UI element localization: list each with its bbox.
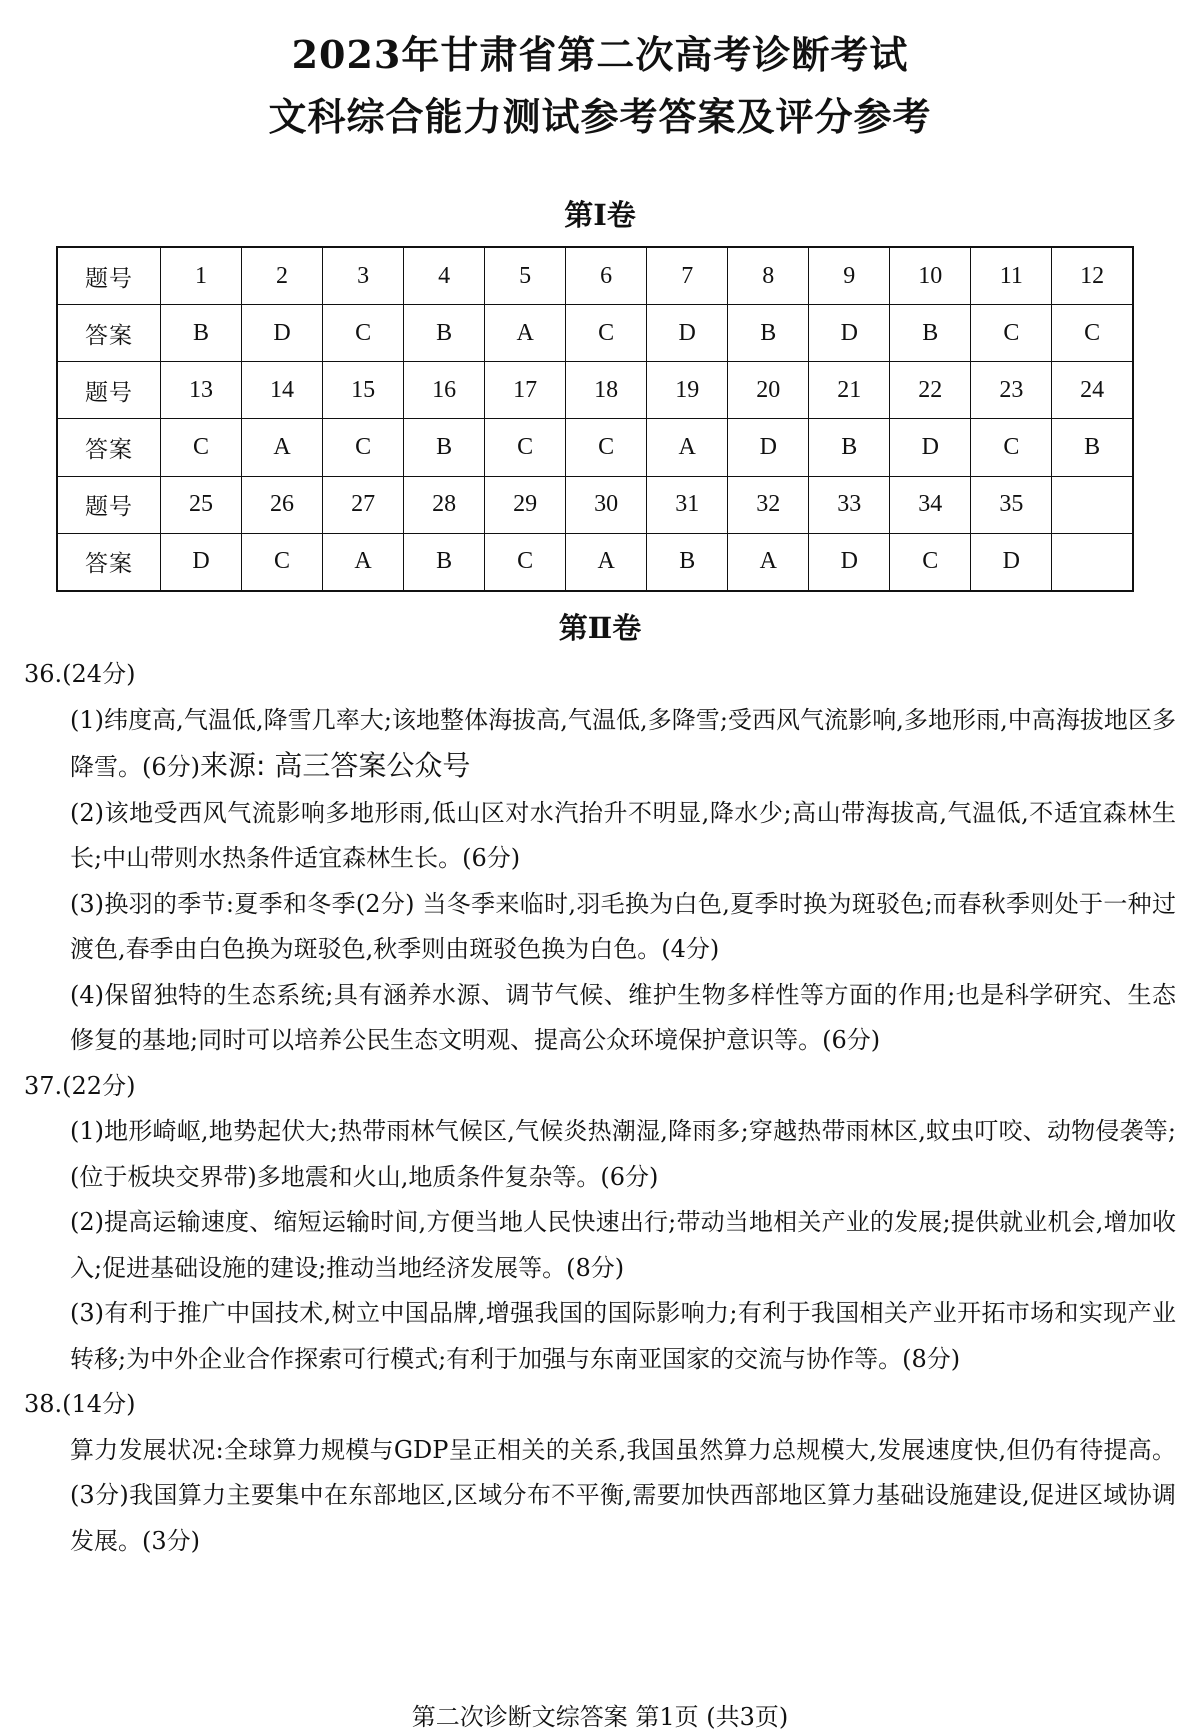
question-number-cell: 9 — [809, 247, 890, 305]
answer-cell — [1052, 533, 1133, 591]
question-number-cell: 1 — [161, 247, 242, 305]
source-note: 来源: 高三答案公众号 — [200, 749, 471, 782]
row-header-cell: 答案 — [57, 419, 161, 476]
question-number-cell: 14 — [242, 362, 323, 419]
question-number-cell — [1052, 476, 1133, 533]
answer-table — [56, 246, 1134, 592]
answer-cell: B — [647, 533, 728, 591]
question-number-cell: 27 — [323, 476, 404, 533]
row-header-cell: 答案 — [57, 305, 161, 362]
answer-cell: C — [566, 419, 647, 476]
q36-answer-3: (3)换羽的季节:夏季和冬季(2分) 当冬季来临时,羽毛换为白色,夏季时换为斑驳色;而春秋季则处于一种过渡色,春季由白色换为斑驳色,秋季则由斑驳色换为白色。(4分) — [70, 889, 1176, 963]
question-number-cell: 25 — [161, 476, 242, 533]
question-number-cell: 15 — [323, 362, 404, 419]
answer-cell: D — [728, 419, 809, 476]
question-number-row — [57, 476, 1133, 533]
q37-answer-2: (2)提高运输速度、缩短运输时间,方便当地人民快速出行;带动当地相关产业的发展;提供就业机会,增加收入;促进基础设施的建设;推动当地经济发展等。(8分) — [70, 1208, 1176, 1282]
answer-cell: A — [242, 419, 323, 476]
q36-answer-2: (2)该地受西风气流影响多地形雨,低山区对水汽抬升不明显,降水少;高山带海拔高,气温低,不适宜森林生长;中山带则水热条件适宜森林生长。(6分) — [70, 798, 1176, 872]
question-number-row — [57, 362, 1133, 419]
question-number-cell: 20 — [728, 362, 809, 419]
question-number-cell: 31 — [647, 476, 728, 533]
question-number-cell: 35 — [971, 476, 1052, 533]
question-number-cell: 23 — [971, 362, 1052, 419]
part1-title: 第Ⅰ卷 — [564, 198, 636, 232]
answer-cell: C — [323, 305, 404, 362]
answer-row — [57, 419, 1133, 476]
answer-cell: B — [404, 533, 485, 591]
answer-cell: C — [485, 533, 566, 591]
question-number-cell: 30 — [566, 476, 647, 533]
answer-cell: D — [971, 533, 1052, 591]
answer-cell: C — [971, 419, 1052, 476]
q37-answer-1: (1)地形崎岖,地势起伏大;热带雨林气候区,气候炎热潮湿,降雨多;穿越热带雨林区,蚊虫叮咬、动物侵袭等;(位于板块交界带)多地震和火山,地质条件复杂等。(6分) — [70, 1117, 1176, 1191]
question-number-cell: 29 — [485, 476, 566, 533]
row-header-cell: 题号 — [57, 476, 161, 533]
question-number-cell: 17 — [485, 362, 566, 419]
question-number-cell: 24 — [1052, 362, 1133, 419]
answer-cell: B — [161, 305, 242, 362]
row-header-cell: 答案 — [57, 533, 161, 591]
question-number-cell: 11 — [971, 247, 1052, 305]
answer-cell: B — [1052, 419, 1133, 476]
answer-cell: B — [809, 419, 890, 476]
question-number-cell: 26 — [242, 476, 323, 533]
answer-cell: A — [728, 533, 809, 591]
answer-cell: C — [890, 533, 971, 591]
question-number-cell: 16 — [404, 362, 485, 419]
question-number-cell: 13 — [161, 362, 242, 419]
question-number-cell: 7 — [647, 247, 728, 305]
answer-cell: A — [323, 533, 404, 591]
question-number-row — [57, 247, 1133, 305]
question-38-heading: 38.(14分) — [24, 1390, 136, 1418]
q36-answer-1-text: (1)纬度高,气温低,降雪几率大;该地整体海拔高,气温低,多降雪;受西风气流影响,多地形雨,中高海拔地区多降雪。(6分) — [70, 705, 1176, 781]
question-36-heading: 36.(24分) — [24, 660, 136, 688]
question-number-cell: 19 — [647, 362, 728, 419]
question-number-cell: 3 — [323, 247, 404, 305]
page-title-line1: 2023年甘肃省第二次高考诊断考试 — [291, 32, 909, 77]
row-header-cell: 题号 — [57, 362, 161, 419]
row-header-cell: 题号 — [57, 247, 161, 305]
question-number-cell: 6 — [566, 247, 647, 305]
answer-cell: D — [647, 305, 728, 362]
question-number-cell: 28 — [404, 476, 485, 533]
answer-cell: A — [647, 419, 728, 476]
answer-cell: B — [728, 305, 809, 362]
question-number-cell: 8 — [728, 247, 809, 305]
answer-cell: D — [242, 305, 323, 362]
question-number-cell: 10 — [890, 247, 971, 305]
answer-cell: B — [404, 419, 485, 476]
question-number-cell: 18 — [566, 362, 647, 419]
question-number-cell: 33 — [809, 476, 890, 533]
answer-cell: C — [242, 533, 323, 591]
page-footer: 第二次诊断文综答案 第1页 (共3页) — [411, 1703, 789, 1731]
q38-answer-1: 算力发展状况:全球算力规模与GDP呈正相关的关系,我国虽然算力总规模大,发展速度快,但仍有待提高。(3分)我国算力主要集中在东部地区,区域分布不平衡,需要加快西部地区算力基础设施建设,促进区域协调发展。(3分) — [70, 1435, 1176, 1555]
page-title-line2: 文科综合能力测试参考答案及评分参考 — [268, 94, 932, 139]
q37-answer-3: (3)有利于推广中国技术,树立中国品牌,增强我国的国际影响力;有利于我国相关产业开拓市场和实现产业转移;为中外企业合作探索可行模式;有利于加强与东南亚国家的交流与协作等。(8分) — [70, 1299, 1176, 1373]
question-number-cell: 22 — [890, 362, 971, 419]
part2-title: 第Ⅱ卷 — [558, 611, 642, 645]
question-number-cell: 21 — [809, 362, 890, 419]
question-37-heading: 37.(22分) — [24, 1071, 136, 1100]
answer-row — [57, 305, 1133, 362]
answer-cell: C — [566, 305, 647, 362]
answer-cell: C — [1052, 305, 1133, 362]
question-number-cell: 12 — [1052, 247, 1133, 305]
answer-cell: C — [161, 419, 242, 476]
question-number-cell: 34 — [890, 476, 971, 533]
answer-cell: C — [485, 419, 566, 476]
answer-cell: C — [971, 305, 1052, 362]
part2-content — [24, 652, 1176, 1564]
question-number-cell: 2 — [242, 247, 323, 305]
answer-cell: A — [485, 305, 566, 362]
answer-cell: B — [890, 305, 971, 362]
answer-cell: D — [890, 419, 971, 476]
question-number-cell: 4 — [404, 247, 485, 305]
question-number-cell: 5 — [485, 247, 566, 305]
answer-cell: A — [566, 533, 647, 591]
answer-cell: C — [323, 419, 404, 476]
answer-cell: B — [404, 305, 485, 362]
answer-cell: D — [161, 533, 242, 591]
answer-cell: D — [809, 305, 890, 362]
answer-row — [57, 533, 1133, 591]
answer-cell: D — [809, 533, 890, 591]
q36-answer-4: (4)保留独特的生态系统;具有涵养水源、调节气候、维护生物多样性等方面的作用;也是科学研究、生态修复的基地;同时可以培养公民生态文明观、提高公众环境保护意识等。(6分) — [70, 980, 1176, 1054]
question-number-cell: 32 — [728, 476, 809, 533]
q36-answer-1 — [24, 698, 1176, 791]
